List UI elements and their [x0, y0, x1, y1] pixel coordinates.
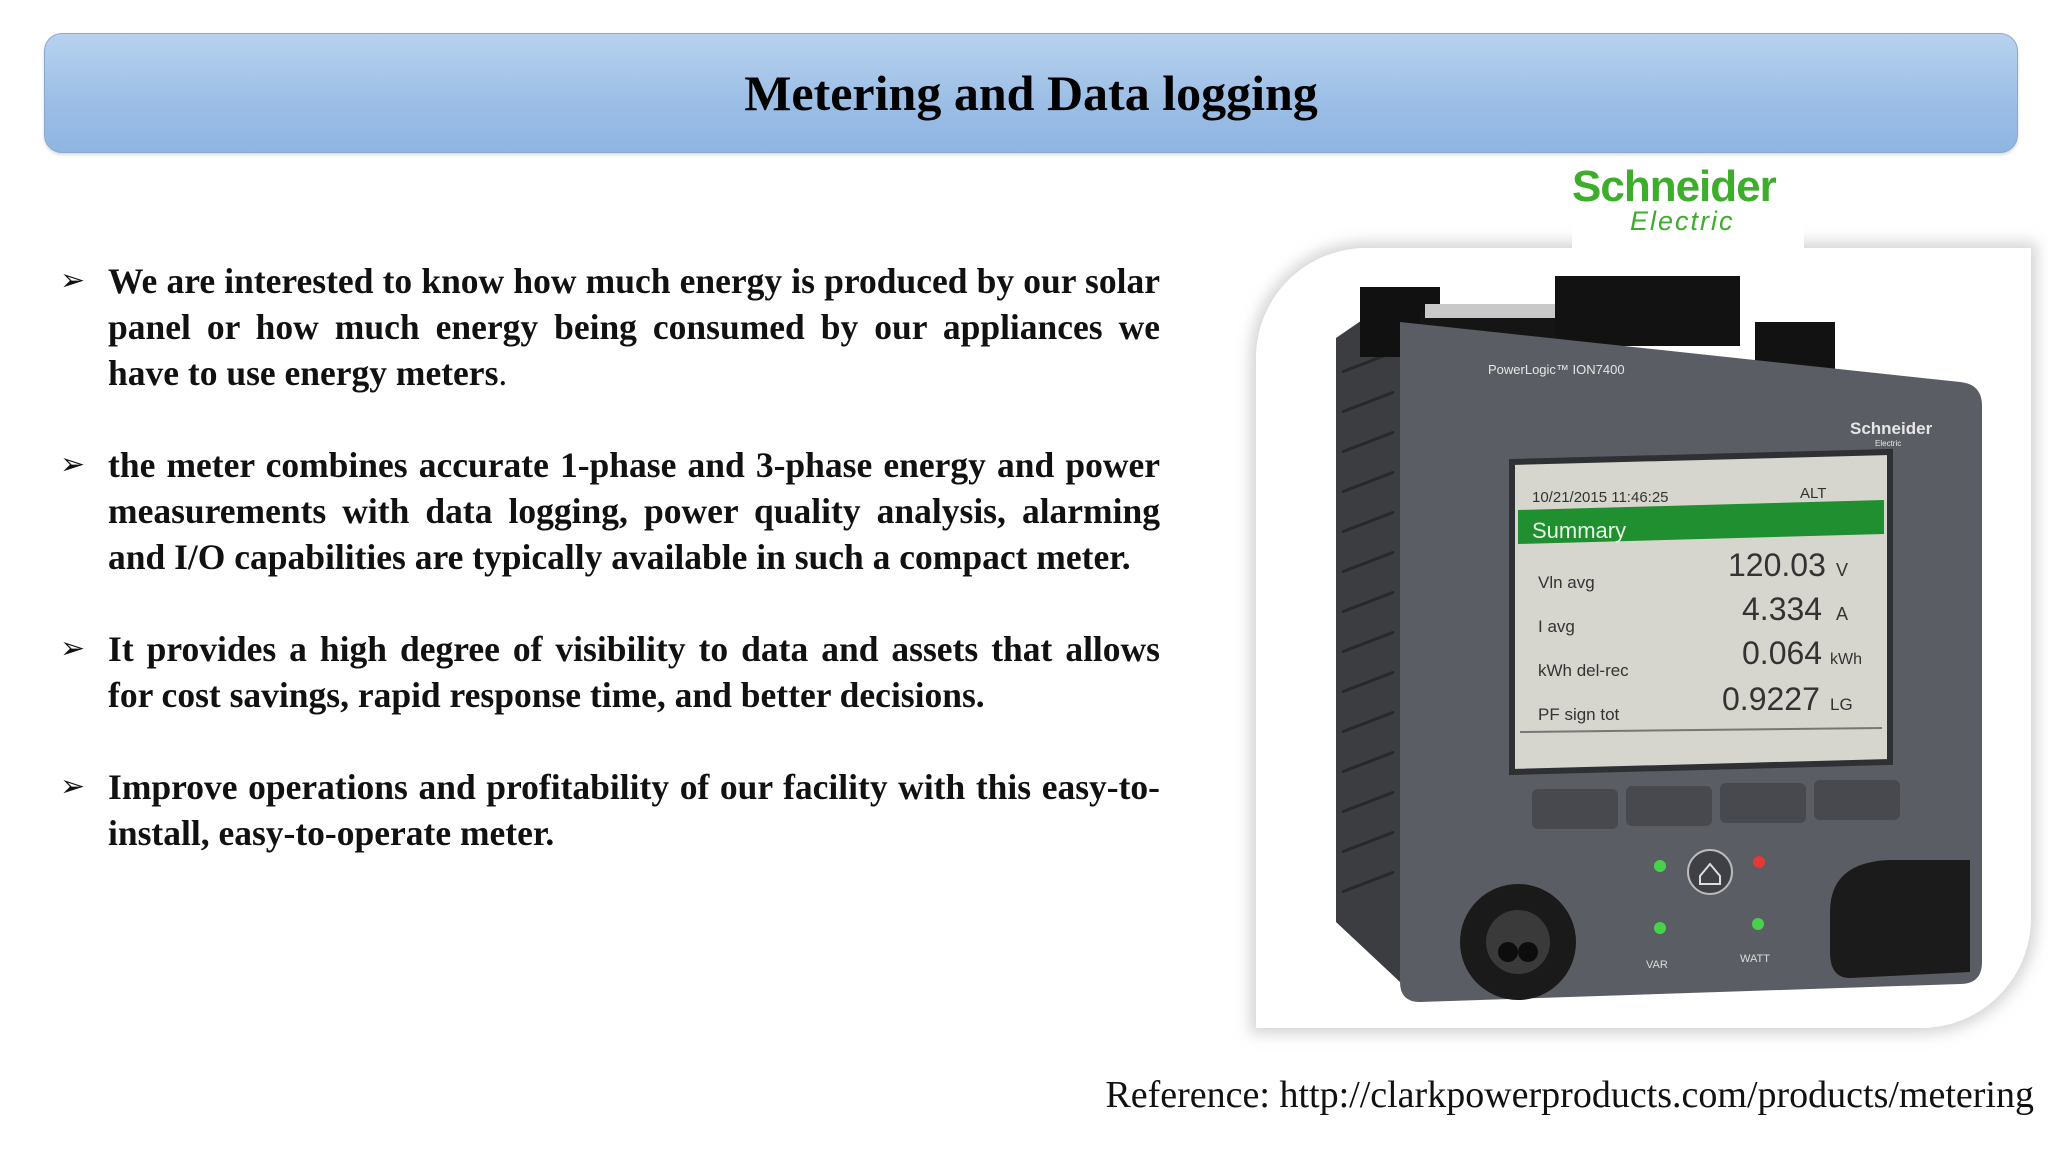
screen-row-unit: A: [1836, 604, 1849, 624]
title-bar: [44, 33, 2018, 153]
screen-datetime: 10/21/2015 11:46:25: [1532, 489, 1669, 506]
status-led-green: [1654, 860, 1666, 872]
connector-block: [1555, 276, 1740, 346]
bullet-text: It provides a high degree of visibility to data and assets that allows for cost savings, rapid response time, and better decisions.: [108, 629, 1160, 715]
bullet-arrow-icon: ➢: [60, 631, 86, 666]
bullet-text: Improve operations and profitability of our facility with this easy-to-install, easy-to-operate meter.: [108, 767, 1160, 853]
meter-brand-sub: Electric: [1875, 439, 1902, 448]
soft-key: [1814, 780, 1900, 820]
screen-row-value: 4.334: [1742, 591, 1823, 627]
screen-row-unit: kWh: [1830, 651, 1862, 668]
bullet-tail: .: [498, 353, 508, 393]
schneider-logo: [1572, 160, 1804, 252]
bullet-arrow-icon: ➢: [60, 769, 86, 804]
var-led: [1654, 922, 1666, 934]
screen-row-label: kWh del-rec: [1538, 661, 1629, 680]
slide-title: Metering and Data logging: [744, 65, 1318, 121]
screen-header-label: Summary: [1532, 518, 1627, 543]
screen-row-value: 0.064: [1742, 635, 1823, 671]
bullet-list: [60, 258, 1160, 902]
screen-row-label: Vln avg: [1538, 573, 1595, 592]
screen-row-unit: V: [1836, 560, 1849, 580]
soft-key: [1720, 783, 1806, 823]
bullet-arrow-icon: ➢: [60, 263, 86, 298]
soft-key: [1532, 789, 1618, 829]
bullet-text: We are interested to know how much energy is produced by our solar panel or how much energy being consumed by our appliances we have to use energy meters: [108, 261, 1160, 393]
bullet-item: [60, 626, 1160, 718]
screen-row-label: I avg: [1538, 617, 1575, 636]
soft-key: [1626, 786, 1712, 826]
screen-indicator: ALT: [1800, 485, 1827, 502]
meter-model-label: PowerLogic™ ION7400: [1488, 362, 1625, 377]
bullet-text: the meter combines accurate 1-phase and 3-phase energy and power measurements with data logging, power quality analysis, alarming and I/O capabilities are typically available in such a compact meter.: [108, 445, 1160, 577]
watt-label: WATT: [1740, 953, 1770, 965]
var-label: VAR: [1646, 959, 1668, 971]
meter-side-panel: [1336, 294, 1400, 982]
screen-row-value: 0.9227: [1722, 681, 1820, 717]
optical-port-inner: [1486, 910, 1550, 974]
bullet-arrow-icon: ➢: [60, 447, 86, 482]
screen-row-value: 120.03: [1728, 547, 1826, 583]
meter-cover-cap: [1830, 860, 1970, 978]
logo-line2: Electric: [1630, 206, 1735, 236]
screen-row-unit: LG: [1830, 695, 1853, 714]
watt-led: [1752, 918, 1764, 930]
bullet-item: [60, 442, 1160, 580]
home-button: [1688, 850, 1732, 894]
reference-text: Reference: http://clarkpowerproducts.com/products/metering: [1105, 1074, 2034, 1116]
bullet-item: [60, 258, 1160, 396]
alarm-led-red: [1753, 856, 1765, 868]
energy-meter-image: [1270, 262, 2020, 1012]
screen-row-label: PF sign tot: [1538, 705, 1620, 724]
logo-line1: Schneider: [1572, 162, 1776, 211]
meter-brand-label: Schneider: [1850, 419, 1933, 438]
bullet-item: [60, 764, 1160, 856]
